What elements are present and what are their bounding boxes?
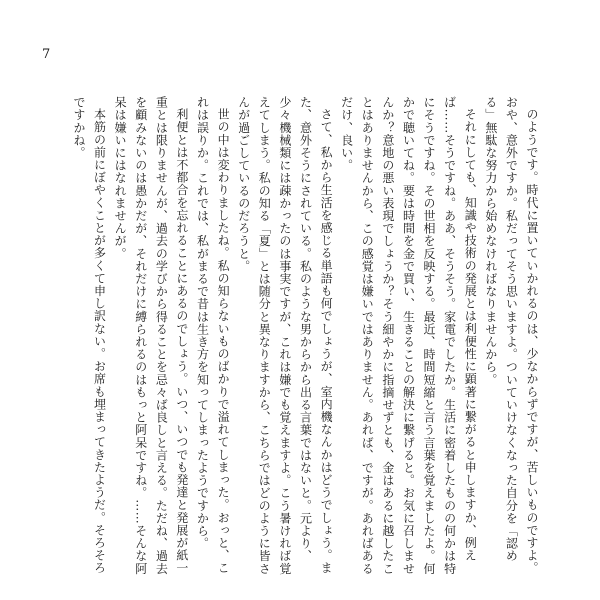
paragraph: 本筋の前にぼやくことが多くて申し訳ない。お席も埋まってきたようだ。そろそろですかね。 — [72, 96, 107, 575]
paragraph: 世の中は変わりましたね。私の知らないものばかりで溢れてしまった。おっと、これは誤りか。これでは、私がまるで昔は生き方を知ってしまったようですから。 — [195, 96, 231, 575]
paragraph: それにしても、知識や技術の発展とは利便性に顕著に繋がると申しますか、例えば……そうですね。ああ、そうそう。家電でしたか。生活に密着したものの何かは特にそうですね。その世相を反映する。最近、時間短縮と言う言葉を覚えましたよ。何かで聴いてね。要は時間を金で買い、生きることの解決に繋げると。お気に召しませんか？意地の悪い表現でしょうか？そう細やかに指摘せずとも、金はあるに越したことはありませんから、この感覚は嫌いではありません。あれば、ですが。あればあるだけ、良い。 — [339, 96, 478, 575]
paragraph: さて、私から生活を感じる単語も何でしょうが、室内機なんかはどうでしょう。また、意外そうにされている。私のような男からから出る言葉ではないと。元より、少々機械類には疎かったのは事実ですが、これは嫌でも覚えますよ。こう暑ければ覚えてしまう。私の知る「夏」とは随分と異なりますから、こちらではどのように皆さんが過ごしているのだろうと。 — [236, 96, 334, 575]
page-number: 7 — [42, 47, 51, 62]
vertical-text-body — [72, 96, 542, 576]
paragraph: 利便とは不都合を忘れることにあるのでしょう。いつ、いつでも発達と発展が紙一重とは限りませんが、過去の学びから得ることを忌々ば良しと言える。ただね、過去を顧みないのは愚かだが、それだけに縛られるのはもっと阿呆ですね。……そんな阿呆は嫌いにはなれませんが。 — [113, 96, 189, 575]
paragraph: のようです。時代に置いていかれるのは、少なからずですが、苦しいものですよ。おや、意外ですか。私だってそう思いますよ。ついていけなくなった自分を「認める」無駄な努力から始めなければなりませんから。 — [483, 96, 539, 575]
